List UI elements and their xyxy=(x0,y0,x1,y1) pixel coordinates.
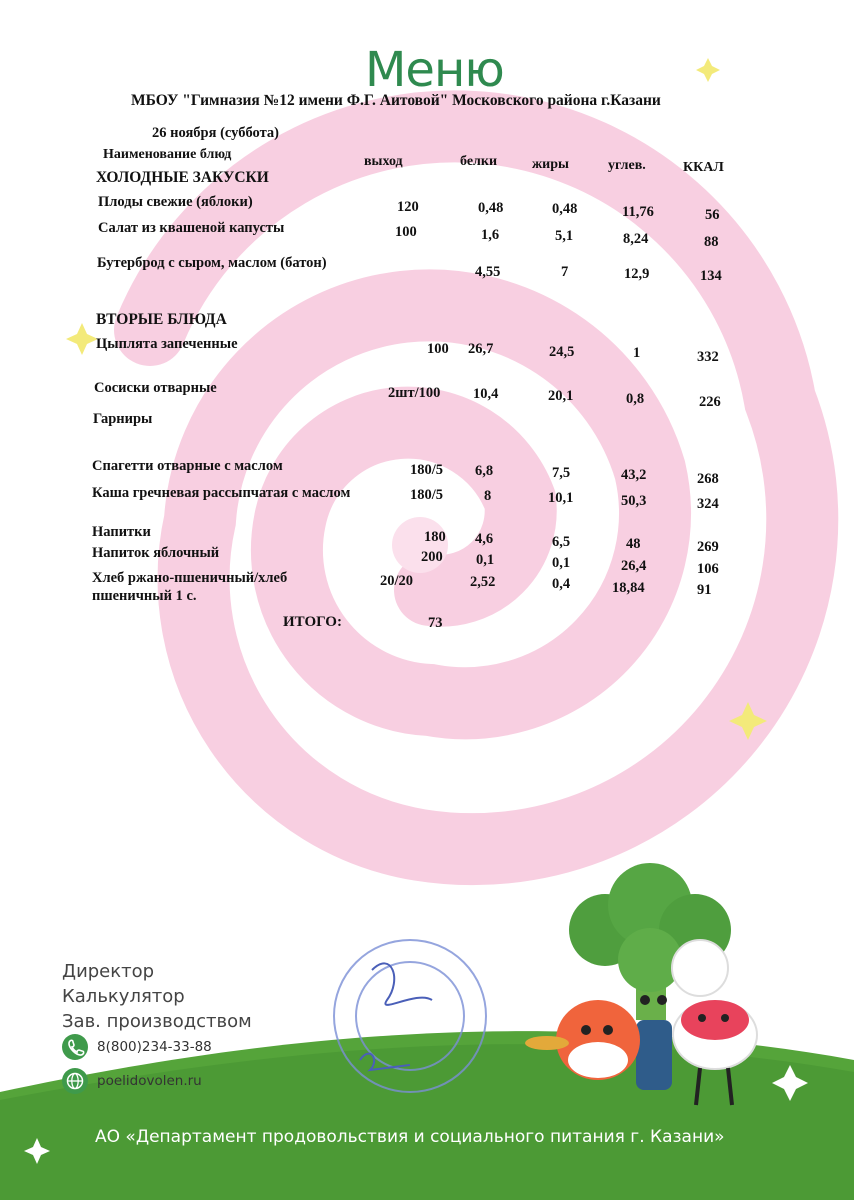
dish-protein: 2,52 xyxy=(470,574,496,590)
dish-output: 2шт/100 xyxy=(388,385,441,401)
dish-fat: 24,5 xyxy=(549,344,575,360)
website-link[interactable]: poelidovolen.ru xyxy=(97,1073,202,1089)
dish-carbs: 43,2 xyxy=(621,467,647,483)
dish-carbs: 8,24 xyxy=(623,231,649,247)
header-kcal: ККАЛ xyxy=(683,160,724,175)
dish-fat: 6,5 xyxy=(552,534,571,550)
company-name: АО «Департамент продовольствия и социального питания г. Казани» xyxy=(95,1127,725,1147)
section-cold: ХОЛОДНЫЕ ЗАКУСКИ xyxy=(96,169,269,186)
dish-kcal: 91 xyxy=(697,582,712,598)
dish-output: 100 xyxy=(427,341,449,357)
dish-output: 200 xyxy=(421,549,443,565)
total-label: ИТОГО: xyxy=(283,614,342,630)
dish-kcal: 269 xyxy=(697,539,719,555)
dish-protein: 0,48 xyxy=(478,200,504,216)
dish-name: Напитки xyxy=(92,524,151,540)
dish-name: Плоды свежие (яблоки) xyxy=(98,194,253,210)
header-carbs: углев. xyxy=(608,158,646,173)
dish-carbs: 11,76 xyxy=(622,204,654,220)
dish-protein: 10,4 xyxy=(473,386,499,402)
dish-kcal: 324 xyxy=(697,496,719,512)
phone-icon xyxy=(62,1034,88,1060)
dish-name: Цыплята запеченные xyxy=(96,336,238,352)
menu-logo: Меню xyxy=(365,42,504,98)
dish-kcal: 56 xyxy=(705,207,720,223)
dish-kcal: 226 xyxy=(699,394,721,410)
dish-fat: 0,4 xyxy=(552,576,571,592)
dish-name: Бутерброд с сыром, маслом (батон) xyxy=(97,255,327,271)
dish-kcal: 268 xyxy=(697,471,719,487)
header-output: выход xyxy=(364,154,403,169)
dish-kcal: 106 xyxy=(697,561,719,577)
dish-carbs: 18,84 xyxy=(612,580,645,596)
dish-kcal: 134 xyxy=(700,268,722,284)
menu-date: 26 ноября (суббота) xyxy=(152,125,279,141)
dish-protein: 26,7 xyxy=(468,341,494,357)
dish-protein: 4,6 xyxy=(475,531,494,547)
dish-kcal: 332 xyxy=(697,349,719,365)
header-fat: жиры xyxy=(532,157,569,172)
dish-kcal: 88 xyxy=(704,234,719,250)
dish-fat: 7,5 xyxy=(552,465,571,481)
dish-output: 180 xyxy=(424,529,446,545)
signature-production: Зав. производством xyxy=(62,1011,252,1032)
globe-icon xyxy=(62,1068,88,1094)
school-title: МБОУ "Гимназия №12 имени Ф.Г. Аитовой" Московского района г.Казани xyxy=(131,92,661,109)
dish-fat: 0,1 xyxy=(552,555,571,571)
dish-name: Сосиски отварные xyxy=(94,380,217,396)
dish-fat: 0,48 xyxy=(552,201,578,217)
dish-output: 120 xyxy=(397,199,419,215)
section-garnish: Гарниры xyxy=(93,411,153,427)
dish-carbs: 50,3 xyxy=(621,493,647,509)
total-value: 73 xyxy=(428,615,443,631)
dish-name: Каша гречневая рассыпчатая с маслом xyxy=(92,485,351,501)
dish-output: 180/5 xyxy=(410,462,444,478)
dish-protein: 0,1 xyxy=(476,552,495,568)
dish-name: Напиток яблочный xyxy=(92,545,220,561)
dish-carbs: 12,9 xyxy=(624,266,650,282)
dish-output: 100 xyxy=(395,224,417,240)
dish-output: 180/5 xyxy=(410,487,444,503)
dish-carbs: 0,8 xyxy=(626,391,645,407)
header-name: Наименование блюд xyxy=(103,147,232,162)
signature-director: Директор xyxy=(62,961,155,982)
dish-fat: 7 xyxy=(561,264,569,280)
dish-carbs: 26,4 xyxy=(621,558,647,574)
section-second: ВТОРЫЕ БЛЮДА xyxy=(96,311,227,328)
phone-number[interactable]: 8(800)234-33-88 xyxy=(97,1039,212,1055)
dish-name: Салат из квашеной капусты xyxy=(98,220,285,236)
dish-protein: 4,55 xyxy=(475,264,501,280)
dish-carbs: 48 xyxy=(626,536,641,552)
dish-fat: 10,1 xyxy=(548,490,574,506)
dish-fat: 20,1 xyxy=(548,388,574,404)
dish-name: Хлеб ржано-пшеничный/хлеб пшеничный 1 с. xyxy=(92,570,288,604)
dish-protein: 1,6 xyxy=(481,227,500,243)
signature-calculator: Калькулятор xyxy=(62,986,185,1007)
header-protein: белки xyxy=(460,154,498,169)
dish-fat: 5,1 xyxy=(555,228,574,244)
dish-name: Спагетти отварные с маслом xyxy=(92,458,283,474)
dish-carbs: 1 xyxy=(633,345,641,361)
dish-protein: 6,8 xyxy=(475,463,494,479)
dish-protein: 8 xyxy=(484,488,492,504)
dish-output: 20/20 xyxy=(380,573,414,589)
